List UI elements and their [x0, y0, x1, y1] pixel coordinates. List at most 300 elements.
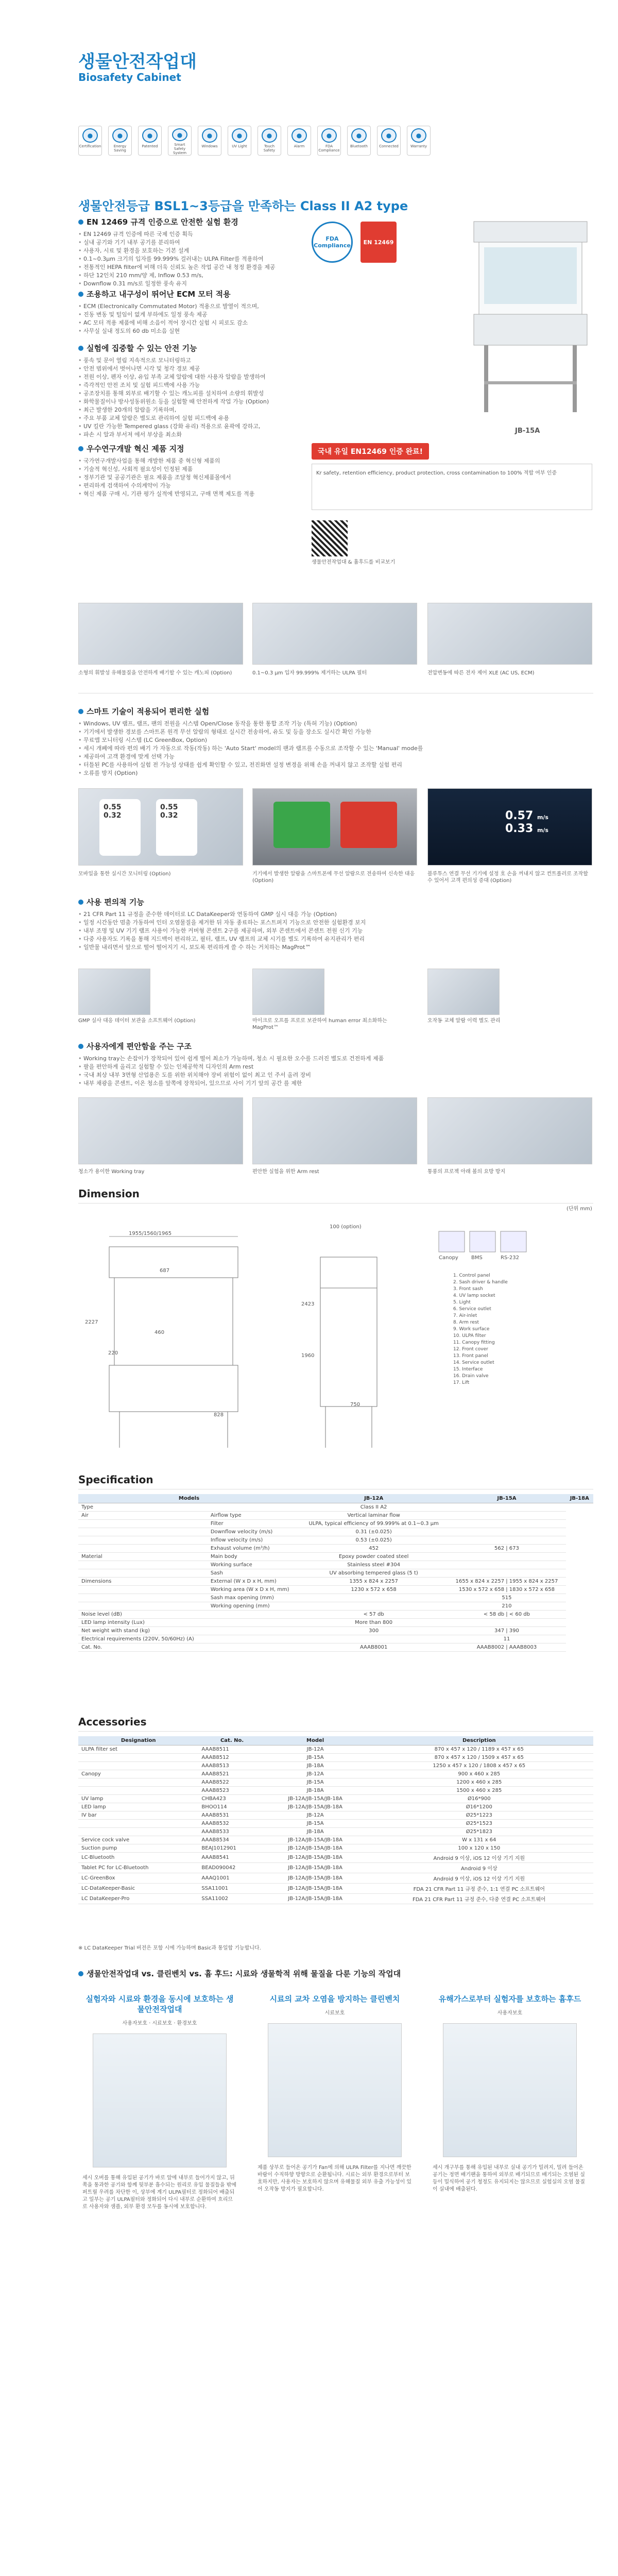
table-cell: Net weight with stand (kg): [78, 1627, 208, 1635]
part-item: 15. Interface: [453, 1367, 483, 1372]
table-cell: JB-12A: [266, 1745, 365, 1754]
list-item: • 21 CFR Part 11 규정을 준수한 데이터로 LC DataKeeper와 연동하여 GMP 실시 대응 가능 (Option): [78, 910, 593, 919]
feature-item: • 전원 이상, 펜자 이상, 유입 부족 교체 알람에 대한 사용자 알람을 발생하여: [78, 373, 300, 381]
table-cell: SSA11002: [198, 1894, 265, 1904]
table-cell: [448, 1619, 565, 1627]
feature-icon: [377, 126, 401, 156]
table-cell: UV absorbing tempered glass (5 t): [300, 1569, 448, 1578]
feature-item: • 편리하게 검색하여 수의계약이 가능: [78, 482, 305, 490]
compare-column: [258, 1994, 412, 2193]
feature-title: 실험에 집중할 수 있는 안전 기능: [87, 344, 197, 353]
compare-protect: 사용자보호: [497, 2010, 523, 2016]
badge-icon: ●: [381, 128, 397, 143]
dim-label: RS-232: [501, 1255, 519, 1261]
table-cell: SSA11001: [198, 1884, 265, 1894]
feature-icon: [347, 126, 371, 156]
table-cell: Electrical requirements (220V, 50/60Hz) (A): [78, 1635, 208, 1643]
table-cell: LED lamp intensity (Lux): [78, 1619, 208, 1627]
compare-protect: 사용자보호 · 시료보호 · 환경보호: [122, 2021, 197, 2026]
feature-item: • 0.1~0.3μm 크기의 입자를 99.999% 걸러내는 ULPA Filter를 적용하여: [78, 255, 300, 263]
badge-icon: ●: [291, 128, 307, 143]
part-item: 11. Canopy fitting: [453, 1340, 495, 1345]
table-cell: [78, 1536, 208, 1545]
part-item: 2. Sash driver & handle: [453, 1280, 508, 1285]
feature-icons: [78, 126, 431, 156]
icon-label: Patented: [142, 144, 158, 148]
table-cell: [448, 1512, 565, 1520]
table-cell: JB-12A/JB-15A/JB-18A: [266, 1873, 365, 1884]
table-cell: [300, 1594, 448, 1602]
table-cell: UV lamp: [78, 1795, 198, 1803]
table-cell: FDA 21 CFR Part 11 규정 준수, 1:1 연결 PC 소프트웨어: [365, 1884, 593, 1894]
icon-label: Windows: [201, 144, 218, 148]
icon-label: Alarm: [294, 144, 305, 148]
table-cell: [78, 1561, 208, 1569]
icon-label: FDA Compliance: [318, 144, 340, 152]
feature-item: • Downflow 0.31 m/s로 일정한 풍속 유지: [78, 280, 300, 288]
table-row: [78, 1545, 593, 1553]
badge-icon: ●: [411, 128, 426, 143]
table-cell: CHBA423: [198, 1795, 265, 1803]
feature-block: [78, 443, 305, 498]
table-cell: JB-12A/JB-15A/JB-18A: [266, 1844, 365, 1853]
table-cell: Sash: [208, 1569, 300, 1578]
table-row: [78, 1561, 593, 1569]
table-cell: AAAB8532: [198, 1820, 265, 1828]
table-cell: [208, 1611, 300, 1619]
table-cell: LC DataKeeper-Pro: [78, 1894, 198, 1904]
table-cell: Ø25*1223: [365, 1811, 593, 1820]
table-cell: Android 9 이상, iOS 12 이상 기기 지원: [365, 1873, 593, 1884]
table-cell: AAAB8001: [300, 1643, 448, 1652]
badge-icon: ●: [172, 128, 187, 141]
downflow-readout: 0.32: [104, 811, 122, 820]
compare-column: [433, 1994, 587, 2193]
unit: m/s: [537, 814, 548, 821]
table-cell: ULPA filter set: [78, 1745, 198, 1754]
table-row: [78, 1778, 593, 1787]
feature-block: [78, 289, 300, 335]
table-cell: 1250 x 457 x 120 / 1808 x 457 x 65: [365, 1762, 593, 1770]
table-cell: JB-18A: [266, 1787, 365, 1795]
dim-label: 687: [160, 1268, 170, 1274]
table-cell: 100 x 120 x 150: [365, 1844, 593, 1853]
table-row: [78, 1811, 593, 1820]
badge-icon: ●: [112, 128, 128, 143]
part-item: 6. Service outlet: [453, 1307, 491, 1312]
dim-label: 2227: [85, 1319, 98, 1325]
list-item: • 무료앱 모니터링 시스템 (LC GreenBox, Option): [78, 736, 593, 744]
table-cell: Stainless steel #304: [300, 1561, 448, 1569]
table-cell: Main body: [208, 1553, 300, 1561]
part-item: 9. Work surface: [453, 1327, 490, 1332]
qr-code[interactable]: [312, 520, 348, 556]
table-cell: JB-12A: [266, 1770, 365, 1778]
table-cell: Filter: [208, 1520, 300, 1528]
airflow-diagram: [443, 2023, 577, 2157]
table-cell: < 58 db | < 60 db: [448, 1611, 565, 1619]
list-item: • 세시 개폐에 따라 편의 배기 가 자동으로 작동(작동) 하는 'Auto Start' model의 팬과 램프를 수동으로 조작할 수 있는 'Manual' mode를: [78, 744, 593, 753]
table-cell: JB-15A: [266, 1820, 365, 1828]
table-cell: BEAD090042: [198, 1863, 265, 1873]
feature-icon: [317, 126, 341, 156]
part-item: 13. Front panel: [453, 1353, 488, 1359]
feature-icon: [407, 126, 431, 156]
table-cell: Material: [78, 1553, 208, 1561]
table-header: Description: [365, 1736, 593, 1745]
badge-icon: ●: [82, 128, 98, 143]
part-item: 5. Light: [453, 1300, 471, 1305]
feature-item: • 전통적인 HEPA filter에 비해 더욱 신뢰도 높은 작업 공간 내 청정 환경을 제공: [78, 263, 300, 272]
en-badge: EN 12469: [360, 222, 397, 263]
convenience-section: [78, 896, 593, 952]
feature-icon: [78, 126, 102, 156]
table-cell: 210: [448, 1602, 565, 1611]
table-cell: JB-12A/JB-15A/JB-18A: [266, 1863, 365, 1873]
table-cell: Vertical laminar flow: [300, 1512, 448, 1520]
airflow-photo: [427, 1097, 592, 1164]
table-cell: 300: [300, 1627, 448, 1635]
table-cell: Ø16*1200: [365, 1803, 593, 1811]
feature-item: • 사용자, 시료 및 환경을 보호하는 기본 설계: [78, 247, 300, 255]
list-item: • 내부 조명 및 UV 기기 램프 사용이 가능한 커버형 콘센트 2구를 제공하며, 외부 콘센트에서 콘센트 전원 신기 기능: [78, 927, 593, 935]
feature-item: • 기술적 혁신성, 사회적 필요성이 인정된 제품: [78, 465, 305, 473]
photo-caption: 소형의 휘발성 유해물질을 안전하게 배기할 수 있는 캐노피 (Option): [78, 670, 232, 676]
table-cell: Air: [78, 1512, 208, 1520]
table-cell: BHOO114: [198, 1803, 265, 1811]
part-item: 4. UV lamp socket: [453, 1293, 495, 1298]
photo-caption: 기기에서 발생한 알람을 스마트폰에 무선 알람으로 전송하여 신속한 대응 (Option): [252, 871, 415, 884]
motor-photo: [427, 603, 592, 665]
table-cell: Class II A2: [300, 1503, 448, 1512]
feature-item: • AC 모터 적용 제품에 비해 소음이 적어 장시간 실험 시 피로도 감소: [78, 319, 300, 327]
table-cell: JB-12A/JB-15A/JB-18A: [266, 1795, 365, 1803]
table-cell: [78, 1545, 208, 1553]
badge-icon: ●: [262, 128, 277, 143]
dim-label: Canopy: [439, 1255, 458, 1261]
table-cell: AAAB8512: [198, 1754, 265, 1762]
table-cell: [208, 1643, 300, 1652]
feature-item: • EN 12469 규격 인증에 따른 국제 인증 획득: [78, 230, 300, 239]
kr-cert-badge: 국내 유일 EN12469 인증 완료!: [312, 443, 429, 460]
table-row: [78, 1873, 593, 1884]
table-cell: [78, 1828, 198, 1836]
feature-item: • 정부기관 및 공공기관은 필요 제품을 조달청 혁신제품몰에서: [78, 473, 305, 482]
table-cell: [78, 1569, 208, 1578]
table-cell: External (W x D x H, mm): [208, 1578, 300, 1586]
table-cell: FDA 21 CFR Part 11 규정 준수, 다중 연결 PC 소프트웨어: [365, 1894, 593, 1904]
table-cell: JB-12A/JB-15A/JB-18A: [266, 1853, 365, 1863]
table-cell: AAAB8534: [198, 1836, 265, 1844]
table-cell: [300, 1602, 448, 1611]
table-cell: LC-GreenBox: [78, 1873, 198, 1884]
table-cell: Exhaust volume (m³/h): [208, 1545, 300, 1553]
table-row: [78, 1503, 593, 1512]
feature-block: [78, 216, 300, 288]
fda-badge: FDA Compliance: [312, 222, 353, 263]
feature-item: • 실내 공기와 기기 내부 공기를 분리하여: [78, 239, 300, 247]
list-item: • 팔을 편안하게 올리고 실험할 수 있는 인체공학적 디자인의 Arm rest: [78, 1063, 593, 1071]
table-cell: AAAB8511: [198, 1745, 265, 1754]
table-row: [78, 1611, 593, 1619]
table-cell: JB-12A: [266, 1811, 365, 1820]
table-cell: JB-12A/JB-15A/JB-18A: [266, 1894, 365, 1904]
table-cell: [208, 1503, 300, 1512]
icon-label: Smart Safety System: [173, 143, 187, 155]
table-cell: 1530 x 572 x 658 | 1830 x 572 x 658: [448, 1586, 565, 1594]
dim-label: 1960: [301, 1353, 315, 1359]
table-cell: Type: [78, 1503, 208, 1512]
table-cell: Ø25*1523: [365, 1820, 593, 1828]
table-row: [78, 1762, 593, 1770]
part-item: 16. Drain valve: [453, 1374, 489, 1379]
table-cell: AAAB8521: [198, 1770, 265, 1778]
compare-protect: 시료보호: [324, 2010, 345, 2016]
table-cell: AAAB8523: [198, 1787, 265, 1795]
badge-icon: ●: [142, 128, 158, 143]
list-item: • 제공하여 고객 환경에 맞게 선택 가능: [78, 753, 593, 761]
table-row: [78, 1635, 593, 1643]
table-cell: [448, 1553, 565, 1561]
accessories-table: [78, 1736, 593, 1904]
photo-caption: 오작동 교체 알람 이력 별도 관리: [427, 1018, 501, 1024]
table-cell: Ø25*1823: [365, 1828, 593, 1836]
table-row: [78, 1536, 593, 1545]
table-row: [78, 1528, 593, 1536]
badge-icon: ●: [321, 128, 337, 143]
airflow-diagram: [268, 2023, 402, 2157]
list-item: • 터틀된 PC를 사용하여 실험 전 가능성 상태를 쉽게 확인할 수 있고, 전진화면 설정 변경을 위해 손을 꺼내지 않고 조작할 실험 편리: [78, 761, 593, 769]
table-row: [78, 1602, 593, 1611]
table-cell: Downflow velocity (m/s): [208, 1528, 300, 1536]
armrest-photo: [252, 1097, 417, 1164]
inflow-value: 0.57: [505, 809, 534, 822]
table-header: Models: [78, 1494, 300, 1503]
feature-icon: [228, 126, 251, 156]
table-cell: Working area (W x D x H, mm): [208, 1586, 300, 1594]
list-item: • 일정 시간동안 멈춤 가동하여 인터 오염물질을 제거한 뒤 자동 종료하는 포스트퍼지 기능으로 안전한 실험환경 보지: [78, 919, 593, 927]
table-cell: Service cock valve: [78, 1836, 198, 1844]
table-cell: Cat. No.: [78, 1643, 208, 1652]
table-cell: AAAB8513: [198, 1762, 265, 1770]
table-cell: BEAJ1012901: [198, 1844, 265, 1853]
table-cell: Working surface: [208, 1561, 300, 1569]
photo-caption: 통풍의 프로젝 아래 볼의 요방 방지: [427, 1169, 506, 1175]
feature-item: • 하단 12인치 210 mm/양 제, Inflow 0.53 m/s,: [78, 272, 300, 280]
feature-item: • UV 킬란 가능한 Tempered glass (강화 유리) 적용으로 윤곽에 강하고,: [78, 422, 300, 431]
table-cell: [78, 1762, 198, 1770]
table-row: [78, 1619, 593, 1627]
list-item: • 국내 최상 내부 3면형 산업용은 도를 위한 위치해야 장비 위험이 없이 최고 인 주서 올려 장비: [78, 1071, 593, 1079]
compare-heading: 실험자와 시료와 환경을 동시에 보호하는 생물안전작업대: [85, 1994, 234, 2014]
compare-desc: 제품 상부로 들어온 공기가 Fan에 의해 ULPA Filter를 지나면 깨끗한 바람이 수직하향 방향으로 순환됩니다. 시료는 외부 환경으로부터 보호하지만, 사용자는 보호하지 않으며 유해물질 외부 유출 가능성이 있어 오작동 방지가 필요합니다.: [258, 2165, 412, 2192]
feature-item: • 즉각적인 안전 조치 및 실험 피드백에 사용 가능: [78, 381, 300, 389]
feature-icon: [258, 126, 281, 156]
table-cell: < 57 db: [300, 1611, 448, 1619]
dim-label: BMS: [471, 1255, 483, 1261]
feature-item: • 사무실 실내 정도의 60 db 미소음 실현: [78, 327, 300, 335]
table-header: Cat. No.: [198, 1736, 265, 1745]
table-row: [78, 1884, 593, 1894]
table-cell: [78, 1528, 208, 1536]
table-cell: Suction pump: [78, 1844, 198, 1853]
feature-icon: [168, 126, 192, 156]
compare-title: 생물안전작업대 vs. 클린벤치 vs. 흄 후드: 시료와 생물학적 위해 물질을 다룬 기능의 작업대: [87, 1969, 401, 1978]
photo-caption: 블루투스 연결 무선 기기에 설정 호 손을 꺼내지 않고 컨트롤러로 조작할 수 있어서 고객 편의성 증대 (Option): [427, 871, 588, 884]
table-row: [78, 1836, 593, 1844]
photo-caption: 0.1~0.3 μm 입자 99.999% 제거하는 ULPA 필터: [252, 670, 367, 676]
list-item: • 일반물 내리면서 앞으로 떨어 떨어지기 시, 보도록 편리하게 쓸 수 하는 거치하는 MagProt™: [78, 943, 593, 952]
table-row: [78, 1828, 593, 1836]
list-item: • Working tray는 손잡이가 장착되어 있어 쉽게 떨어 최소가 가능하며, 청소 시 필요한 오수를 드러진 별도로 건전하게 제품: [78, 1055, 593, 1063]
table-row: [78, 1863, 593, 1873]
icon-label: Energy Saving: [113, 144, 127, 152]
table-cell: LC-Bluetooth: [78, 1853, 198, 1863]
downflow-readout: 0.32: [160, 811, 178, 820]
table-cell: AAAB8531: [198, 1811, 265, 1820]
table-cell: [208, 1635, 300, 1643]
spec-table: [78, 1494, 593, 1652]
table-cell: [78, 1586, 208, 1594]
feature-item: • 풍속 및 문이 열림 지속적으로 모니터링하고: [78, 357, 300, 365]
list-item: • 기기에서 발생한 경보를 스마트폰 원격 무선 알람의 형태로 실시간 전송하여, 유도 및 등을 장소도 실시간 확인 가능한: [78, 728, 593, 736]
part-item: 17. Lift: [453, 1380, 470, 1385]
unit: m/s: [537, 827, 548, 834]
inflow-readout: 0.55: [160, 803, 178, 811]
table-cell: AAAB8522: [198, 1778, 265, 1787]
feature-item: • 최근 발생한 20개의 알람을 기록하며,: [78, 406, 300, 414]
convenience-title: 사용 편의적 기능: [87, 897, 144, 907]
tray-photo: [78, 1097, 243, 1164]
table-cell: 0.31 (±0.025): [300, 1528, 448, 1536]
feature-item: • 공조장치를 통해 외부로 배기할 수 있는 캐노피를 설치하여 소량의 휘발성: [78, 389, 300, 398]
magprot-photo: [252, 969, 324, 1015]
list-item: • Windows, UV 램프, 램프, 팬의 전원을 시스템 Open/Close 동작을 통한 통합 조작 기능 (특허 기능) (Option): [78, 720, 593, 728]
airflow-diagram: [93, 2033, 227, 2167]
icon-label: Touch Safety: [263, 144, 276, 152]
table-cell: [208, 1619, 300, 1627]
table-cell: 11: [448, 1635, 565, 1643]
table-cell: 515: [448, 1594, 565, 1602]
table-row: [78, 1803, 593, 1811]
table-cell: AAAB8541: [198, 1853, 265, 1863]
feature-icon: [138, 126, 162, 156]
table-cell: Noise level (dB): [78, 1611, 208, 1619]
table-cell: 1230 x 572 x 658: [300, 1586, 448, 1594]
feature-title: 조용하고 내구성이 뛰어난 ECM 모터 적용: [87, 290, 231, 299]
table-row: [78, 1787, 593, 1795]
table-cell: 870 x 457 x 120 / 1189 x 457 x 65: [365, 1745, 593, 1754]
table-row: [78, 1795, 593, 1803]
table-cell: ULPA, typical efficiency of 99.999% at 0.1~0.3 μm: [300, 1520, 448, 1528]
table-cell: Inflow velocity (m/s): [208, 1536, 300, 1545]
table-cell: [448, 1528, 565, 1536]
table-cell: AAAB8002 | AAAB8003: [448, 1643, 565, 1652]
icon-label: UV Light: [232, 144, 247, 148]
photo-caption: 전압변동에 따른 전자 제어 XLE (AC US, ECM): [427, 670, 535, 676]
history-photo: [427, 969, 500, 1015]
compare-desc: 세시 개구부를 통해 유입된 내부로 실내 공기가 밀려지, 밀려 들어온 공기는 정면 배기팬을 통하여 외부로 배기되므로 배기되는 오염된 실 등이 밀식하여 공기 청정도 유지되지는 않으므로 실험실의 오염 물질이 실내에 배출된다.: [433, 2165, 585, 2192]
table-cell: [448, 1520, 565, 1528]
table-row: [78, 1553, 593, 1561]
table-cell: 1655 x 824 x 2257 | 1955 x 824 x 2257: [448, 1578, 565, 1586]
icon-label: Warranty: [410, 144, 427, 148]
table-cell: W x 131 x 64: [365, 1836, 593, 1844]
feature-icon: [198, 126, 221, 156]
inflow-readout: 0.55: [104, 803, 122, 811]
table-cell: Tablet PC for LC-Bluetooth: [78, 1863, 198, 1873]
compare-column: [82, 1994, 237, 2211]
part-item: 10. ULPA filter: [453, 1333, 486, 1338]
page-subtitle: Biosafety Cabinet: [78, 71, 181, 83]
canopy-photo: [78, 603, 243, 665]
icon-label: Certification: [79, 144, 101, 148]
table-row: [78, 1770, 593, 1778]
table-header: JB-12A: [300, 1494, 448, 1503]
part-item: 8. Arm rest: [453, 1320, 479, 1325]
feature-item: • 주요 부품 교체 알람은 별도로 관리하여 실험 피드백에 유용: [78, 414, 300, 422]
part-item: 12. Front cover: [453, 1347, 488, 1352]
smart-section: [78, 706, 593, 777]
feature-item: • 파손 시 알과 부서져 에서 부상을 최소화: [78, 431, 300, 439]
table-cell: Airflow type: [208, 1512, 300, 1520]
table-cell: [78, 1754, 198, 1762]
table-cell: [78, 1594, 208, 1602]
controller-photo: [427, 788, 592, 866]
table-cell: JB-18A: [266, 1762, 365, 1770]
table-row: [78, 1844, 593, 1853]
qr-caption: 생물안전작업대 & 흄후드를 비교보기: [312, 560, 396, 565]
feature-title: EN 12469 규격 인증으로 안전한 실험 환경: [87, 217, 238, 227]
table-row: [78, 1643, 593, 1652]
table-cell: LC-DataKeeper-Basic: [78, 1884, 198, 1894]
feature-item: • 안전 범위에서 벗어나면 시각 및 청각 경보 제공: [78, 365, 300, 373]
photo-caption: 청소가 용이한 Working tray: [78, 1169, 145, 1175]
part-item: 7. Air-inlet: [453, 1313, 477, 1318]
part-item: 14. Service outlet: [453, 1360, 494, 1365]
table-header: Model: [266, 1736, 365, 1745]
dim-label: 2423: [301, 1301, 315, 1307]
product-image: [464, 216, 597, 422]
table-row: [78, 1754, 593, 1762]
table-cell: 562 | 673: [448, 1545, 565, 1553]
gmp-photo: [78, 969, 150, 1015]
ulpa-photo: [252, 603, 417, 665]
table-cell: [78, 1520, 208, 1528]
table-row: [78, 1745, 593, 1754]
table-cell: 1200 x 460 x 285: [365, 1778, 593, 1787]
table-cell: Dimensions: [78, 1578, 208, 1586]
table-cell: JB-15A: [266, 1754, 365, 1762]
table-cell: [300, 1635, 448, 1643]
feature-icon: [108, 126, 132, 156]
table-row: [78, 1853, 593, 1863]
feature-icon: [287, 126, 311, 156]
feature-item: • 혁신 제품 구매 시, 기관 평가 실적에 반영되고, 구매 면책 제도를 적용: [78, 490, 305, 498]
table-cell: JB-18A: [266, 1828, 365, 1836]
badge-icon: ●: [232, 128, 247, 143]
table-cell: IV bar: [78, 1811, 198, 1820]
icon-label: Connected: [379, 144, 399, 148]
table-header: JB-18A: [566, 1494, 593, 1503]
part-item: 1. Control panel: [453, 1273, 490, 1278]
table-row: [78, 1820, 593, 1828]
icon-label: Bluetooth: [350, 144, 368, 148]
page-title: 생물안전작업대: [78, 52, 197, 72]
spec-title: Specification: [78, 1473, 153, 1486]
part-item: 3. Front sash: [453, 1286, 483, 1292]
compare-heading: 시료의 교차 오염을 방지하는 클린벤치: [269, 1994, 400, 2004]
